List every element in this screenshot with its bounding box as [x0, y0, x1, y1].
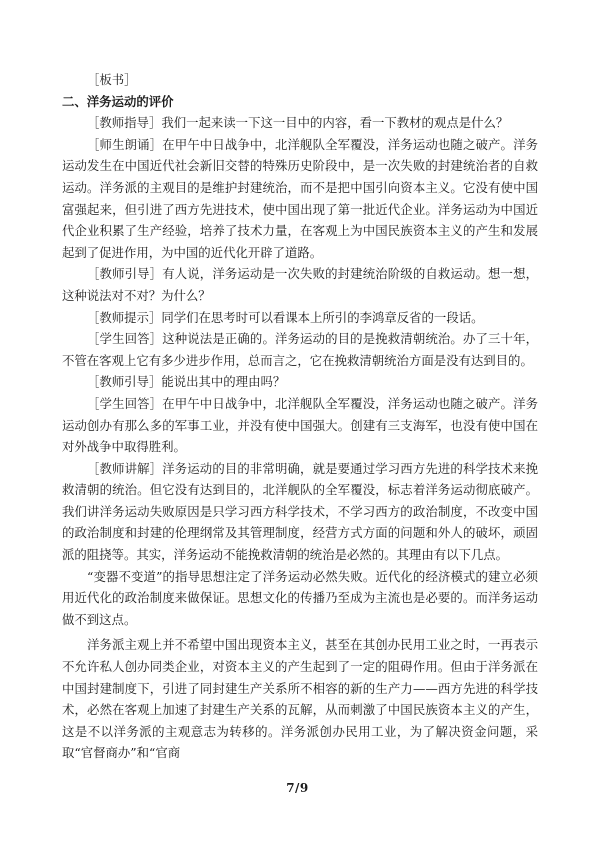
page-content	[62, 69, 538, 764]
paragraph-teacher-prompt: ［教师引导］有人说，洋务运动是一次失败的封建统治阶级的自救运动。想一想，这种说法对不对？为什么？	[62, 266, 538, 303]
paragraph-teacher-hint: ［教师提示］同学们在思考时可以看课本上所引的李鸿章反省的一段话。	[87, 309, 484, 325]
paragraph-student-answer-2: ［学生回答］在甲午中日战争中，北洋舰队全军覆没，洋务运动也随之破产。洋务运动创办有那么多的军事工业，并没有使中国强大。创建有三支海军，也没有使中国在对外战争中取得胜利。	[62, 395, 538, 455]
page-number: 7/9	[286, 781, 309, 795]
paragraph-point-two: 洋务派主观上并不希望中国出现资本主义，甚至在其创办民用工业之时，一再表示不允许私人创办同类企业，对资本主义的产生起到了一定的阻碍作用。但由于洋务派在中国封建制度下，引进了同封建生产关系所不相容的新的生产力——西方先进的科学技术，必然在客观上加速了封建生产关系的瓦解，从而刺激了中国民族资本主义的产生，这是不以洋务派的主观意志为转移的。洋务派创办民用工业，为了解决资金问题，采取“官督商办”和“官商	[62, 637, 538, 761]
paragraph-teacher-explanation: ［教师讲解］洋务运动的目的非常明确，就是要通过学习西方先进的科学技术来挽救清朝的统治。但它没有达到目的，北洋舰队的全军覆没，标志着洋务运动彻底破产。我们讲洋务运动失败原因是只学习西方科学技术，不学习西方的政治制度，不改变中国的政治制度和封建的伦理纲常及其管理制度，经营方式方面的问题和外人的破坏，顽固派的阻挠等。其实，洋务运动不能挽救清朝的统治是必然的。其理由有以下几点。	[62, 460, 538, 563]
paragraph-teacher-guide: ［教师指导］我们一起来读一下这一目中的内容，看一下教材的观点是什么？	[87, 115, 509, 131]
board-label: ［板书］	[87, 72, 137, 87]
paragraph-teacher-question: ［教师引导］能说出其中的理由吗？	[87, 374, 286, 390]
paragraph-recitation: ［师生朗诵］在甲午中日战争中，北洋舰队全军覆没，洋务运动也随之破产。洋务运动发生在中国近代社会新旧交替的特殊历史阶段中，是一次失败的封建统治者的自救运动。洋务派的主观目的是维护封建统治，而不是把中国引向资本主义。它没有使中国富强起来，但引进了西方先进技术，使中国出现了第一批近代企业。洋务运动为中国近代企业积累了生产经验，培养了技术力量，在客观上为中国民族资本主义的产生和发展起到了促进作用，为中国的近代化开辟了道路。	[62, 136, 538, 260]
paragraph-point-one: “变器不变道”的指导思想注定了洋务运动必然失败。近代化的经济模式的建立必须用近代化的政治制度来做保证。思想文化的传播乃至成为主流也是必要的。而洋务运动做不到这点。	[62, 568, 538, 627]
paragraph-student-answer-1: ［学生回答］这种说法是正确的。洋务运动的目的是挽救清朝统治。办了三十年，不管在客观上它有多少进步作用，总而言之，它在挽救清朝统治方面是没有达到目的。	[62, 331, 538, 368]
section-heading: 二、洋务运动的评价	[62, 93, 174, 109]
